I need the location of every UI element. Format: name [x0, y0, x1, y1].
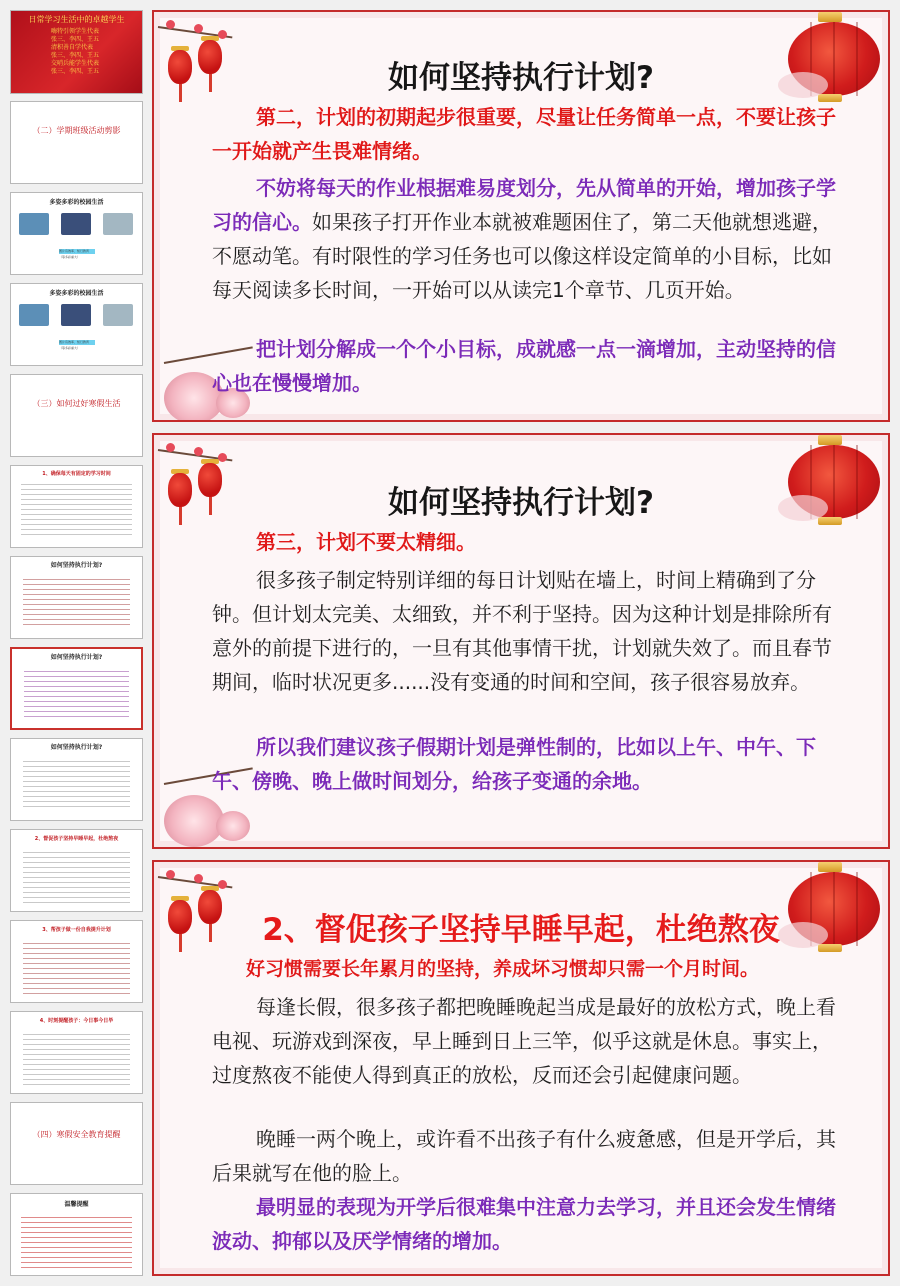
thumb-menu-line: 张三、李四、王五 [51, 36, 100, 43]
slide-title: 如何坚持执行计划? [388, 485, 654, 521]
thumb-title: 4、时刻提醒孩子：今日事今日毕 [39, 1018, 114, 1024]
thumb-text-block [21, 1213, 132, 1268]
slide-thumbnail-11[interactable] [10, 920, 143, 1003]
thumb-menu-line: 嗨特引领学生代表 [51, 28, 100, 35]
thumb-text-block [21, 480, 132, 538]
slide-thumbnail-3[interactable] [10, 192, 143, 275]
thumb-photo [61, 213, 91, 235]
slide-title: 如何坚持执行计划? [388, 60, 654, 96]
slide-panel-1 [152, 10, 890, 422]
thumb-title: 如何坚持执行计划? [50, 562, 103, 569]
body-paragraph: 晚睡一两个晚上，或许看不出孩子有什么疲惫感，但是开学后，其后果就写在他的脸上。 [212, 1127, 836, 1185]
slide-thumbnail-5[interactable] [10, 374, 143, 457]
body-text: 如果孩子打开作业本就被难题困住了，第二天他就想逃避，不愿动笔。有时限性的学习任务也可以像这样设定简单的小目标，比如每天阅读多长时间，一开始可以从读完1个章节、几页开始。 [212, 210, 832, 302]
thumb-title: 日常学习生活中的卓越学生 [28, 15, 125, 24]
thumb-text-block [23, 848, 130, 903]
slide-thumbnail-2[interactable] [10, 101, 143, 184]
summary-paragraph: 把计划分解成一个个小目标，成就感一点一滴增加，主动坚持的信心也在慢慢增加。 [212, 337, 836, 395]
slide-thumbnail-14[interactable] [10, 1193, 143, 1276]
slide-thumbnail-1[interactable] [10, 10, 143, 94]
slide-thumbnail-10[interactable] [10, 829, 143, 912]
point-heading: 第二，计划的初期起步很重要，尽量让任务简单一点，不要让孩子一开始就产生畏难情绪。 [212, 105, 836, 163]
thumb-title: 温馨提醒 [64, 1201, 89, 1208]
slide-thumbnail-9[interactable] [10, 738, 143, 821]
slide-thumbnail-4[interactable] [10, 283, 143, 366]
slide-panel-3 [152, 860, 890, 1276]
slide-thumbnail-12[interactable] [10, 1011, 143, 1094]
thumb-menu-line: 清积善自学代表 [51, 44, 94, 51]
thumb-photo [19, 304, 49, 326]
thumb-text-block [23, 939, 130, 994]
slide-thumbnail-13[interactable] [10, 1102, 143, 1185]
thumb-title: （二）学期班级活动剪影 [32, 126, 121, 135]
slide-panel-2 [152, 433, 890, 849]
body-paragraph [212, 171, 848, 307]
thumb-title: （四）寒假安全教育提醒 [32, 1130, 121, 1139]
thumb-photo [61, 304, 91, 326]
slide-thumbnail-6[interactable] [10, 465, 143, 548]
point-heading: 第三，计划不要太精细。 [256, 530, 476, 554]
slide-thumbnail-8[interactable] [10, 647, 143, 730]
slide-title: 2、督促孩子坚持早睡早起，杜绝熬夜 [262, 912, 780, 948]
thumb-menu-line: 张三、李四、王五 [51, 68, 100, 75]
thumb-menu-line: 张三、李四、王五 [51, 52, 100, 59]
body-paragraph: 每逢长假，很多孩子都把晚睡晚起当成是最好的放松方式，晚上看电视、玩游戏到深夜，早上睡到日上三竿，似乎这就是休息。事实上，过度熬夜不能使人得到真正的放松，反而还会引起健康问题。 [212, 995, 836, 1087]
emphasis-text: 不妨将每天的作业根据难易度划分，先从简单的开始，增加孩子学习的信心。 [212, 176, 836, 234]
thumb-menu-line: 交哨兵能学生代表 [51, 60, 100, 67]
thumb-title: 如何坚持执行计划? [50, 654, 103, 661]
thumb-caption: 图片有效率、知行教育（等多彩重大） [59, 249, 90, 259]
thumb-text-block [23, 1030, 130, 1085]
thumb-text-block [23, 575, 130, 625]
summary-paragraph: 所以我们建议孩子假期计划是弹性制的，比如以上午、中午、下午、傍晚、晚上做时间划分，给孩子变通的余地。 [212, 735, 816, 793]
thumb-title: 1、确保每天有固定的学习时间 [42, 471, 111, 477]
thumb-photo [19, 213, 49, 235]
thumb-menu [51, 28, 99, 76]
thumb-title: 3、帮孩子做一份自我提升计划 [42, 927, 111, 933]
thumb-title: 如何坚持执行计划? [50, 744, 103, 751]
thumb-photo [103, 304, 133, 326]
slide-thumbnail-7[interactable] [10, 556, 143, 639]
body-paragraph: 很多孩子制定特别详细的每日计划贴在墙上，时间上精确到了分钟。但计划太完美、太细致，并不利于坚持。因为这种计划是排除所有意外的前提下进行的，一旦有其他事情干扰，计划就失效了。而且春节期间，临时状况更多......没有变通的时间和空间，孩子很容易放弃。 [212, 568, 832, 694]
thumb-title: 多姿多彩的校园生活 [49, 199, 104, 206]
thumb-text-block [24, 667, 129, 717]
point-heading: 好习惯需要长年累月的坚持，养成坏习惯却只需一个月时间。 [246, 958, 760, 980]
thumb-photo [103, 213, 133, 235]
thumb-title: （三）如何过好寒假生活 [32, 399, 121, 408]
thumb-caption: 图片有效率、知行教育（等多彩重大） [59, 340, 90, 350]
thumb-title: 多姿多彩的校园生活 [49, 290, 104, 297]
thumb-text-block [23, 757, 130, 807]
summary-paragraph: 最明显的表现为开学后很难集中注意力去学习，并且还会发生情绪波动、抑郁以及厌学情绪的增加。 [212, 1195, 836, 1253]
thumb-title: 2、督促孩子坚持早睡早起，杜绝熬夜 [34, 836, 119, 842]
